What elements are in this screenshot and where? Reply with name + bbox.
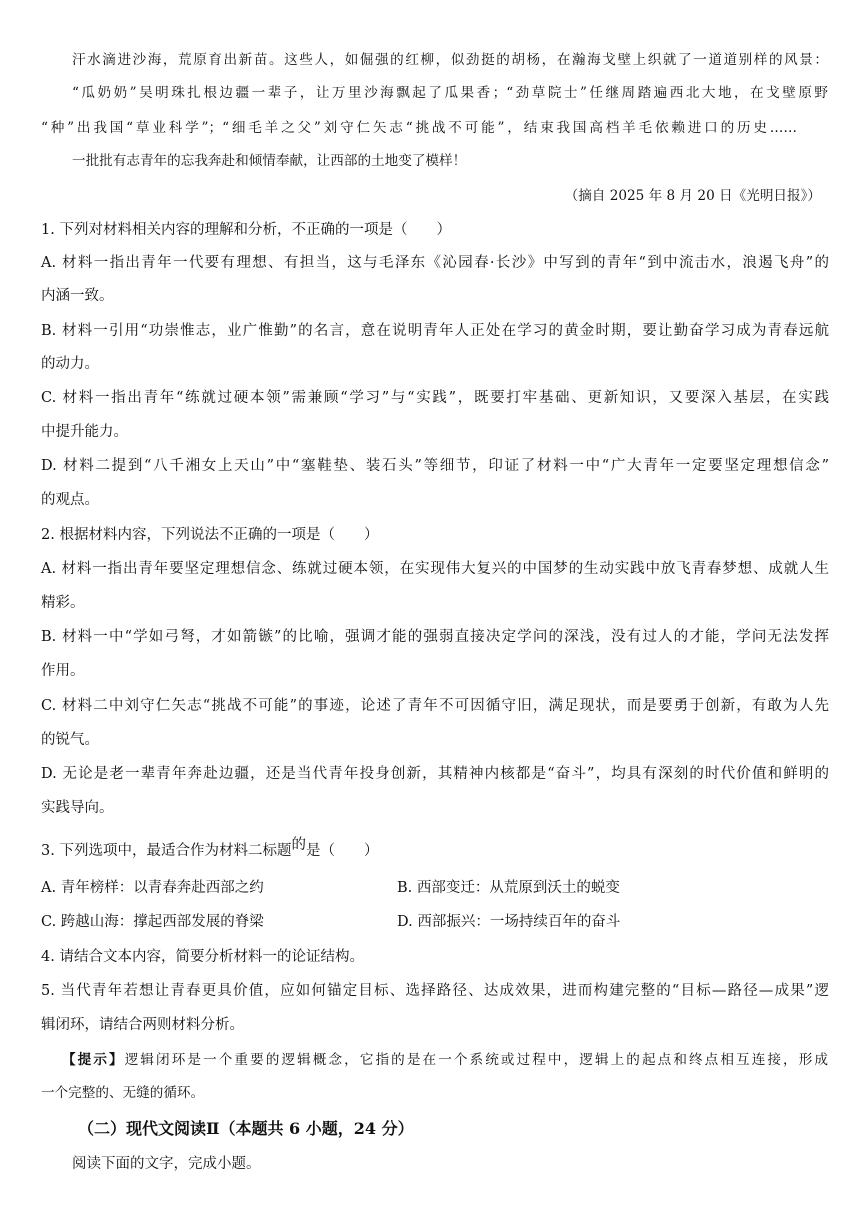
question-3-stem-part: 是（ ）	[305, 843, 379, 859]
question-3-stem-raised: 的	[291, 837, 306, 853]
question-2-stem: 2. 根据材料内容，下列说法不正确的一项是（ ）	[41, 527, 379, 543]
hint-line-cont: 一个完整的、无缝的循环。	[41, 1085, 205, 1101]
question-3-option-a: A. 青年榜样：以青春奔赴西部之约	[41, 880, 264, 896]
passage-line: 汗水滴进沙海，荒原育出新苗。这些人，如倔强的红柳，似劲挺的胡杨，在瀚海戈壁上织就了一道道别样的风景：	[72, 52, 828, 68]
hint-text: 逻辑闭环是一个重要的逻辑概念，它指的是在一个系统或过程中，逻辑上的起点和终点相互连接，形成	[124, 1052, 828, 1068]
question-2-option-b: B. 材料一中“学如弓弩，才如箭镞”的比喻，强调才能的强弱直接决定学问的深浅，没有过人的才能，学问无法发挥	[41, 629, 829, 645]
question-3-option-c: C. 跨越山海：撑起西部发展的脊梁	[41, 914, 264, 930]
question-2-option-b-cont: 作用。	[41, 663, 85, 679]
question-2-option-d: D. 无论是老一辈青年奔赴边疆，还是当代青年投身创新，其精神内核都是“奋斗”，均具有深刻的时代价值和鲜明的	[41, 766, 829, 782]
question-1-option-c: C. 材料一指出青年“练就过硬本领”需兼顾“学习”与“实践”，既要打牢基础、更新知识，又要深入基层，在实践	[41, 390, 829, 406]
section-heading: （二）现代文阅读Ⅱ（本题共 6 小题，24 分）	[78, 1119, 414, 1138]
question-1-option-d: D. 材料二提到“八千湘女上天山”中“塞鞋垫、装石头”等细节，印证了材料一中“广大青年一定要坚定理想信念”	[41, 458, 829, 474]
source-citation: （摘自 2025 年 8 月 20 日《光明日报》）	[564, 188, 821, 204]
hint-line	[62, 1049, 828, 1071]
question-3-option-d: D. 西部振兴：一场持续百年的奋斗	[397, 914, 621, 930]
question-1-stem: 1. 下列对材料相关内容的理解和分析，不正确的一项是（ ）	[41, 222, 451, 238]
passage-line: “瓜奶奶”吴明珠扎根边疆一辈子，让万里沙海飘起了瓜果香；“劲草院士”任继周踏遍西北大地，在戈壁原野	[72, 85, 828, 101]
question-1-option-b-cont: 的动力。	[41, 356, 99, 372]
question-3-stem	[41, 837, 379, 862]
section-instruction: 阅读下面的文字，完成小题。	[72, 1156, 261, 1172]
question-2-option-c: C. 材料二中刘守仁矢志“挑战不可能”的事迹，论述了青年不可因循守旧，满足现状，而是要勇于创新，有敢为人先	[41, 698, 829, 714]
question-4-stem: 4. 请结合文本内容，简要分析材料一的论证结构。	[41, 949, 364, 965]
question-2-option-a-cont: 精彩。	[41, 595, 85, 611]
question-1-option-a-cont: 内涵一致。	[41, 288, 114, 304]
hint-label: 【提示】	[62, 1052, 125, 1068]
question-1-option-a: A. 材料一指出青年一代要有理想、有担当，这与毛泽东《沁园春·长沙》中写到的青年“到中流击水，浪遏飞舟”的	[41, 255, 829, 271]
question-3-option-b: B. 西部变迁：从荒原到沃土的蜕变	[397, 880, 620, 896]
question-2-option-a: A. 材料一指出青年要坚定理想信念、练就过硬本领，在实现伟大复兴的中国梦的生动实践中放飞青春梦想、成就人生	[41, 561, 829, 577]
question-1-option-b: B. 材料一引用“功崇惟志，业广惟勤”的名言，意在说明青年人正处在学习的黄金时期，要让勤奋学习成为青春远航	[41, 323, 829, 339]
question-3-stem-part: 3. 下列选项中，最适合作为材料二标题	[41, 843, 292, 859]
passage-line: 一批批有志青年的忘我奔赴和倾情奉献，让西部的土地变了模样！	[72, 153, 467, 169]
question-2-option-c-cont: 的锐气。	[41, 732, 99, 748]
question-5-stem: 5. 当代青年若想让青春更具价值，应如何锚定目标、选择路径、达成效果，进而构建完整的“目标—路径—成果”逻	[41, 983, 829, 999]
passage-line: “种”出我国“草业科学”；“细毛羊之父”刘守仁矢志“挑战不可能”，结束我国高档羊毛依赖进口的历史……	[41, 120, 797, 136]
question-5-stem-cont: 辑闭环，请结合两则材料分析。	[41, 1017, 244, 1033]
question-2-option-d-cont: 实践导向。	[41, 800, 114, 816]
question-1-option-d-cont: 的观点。	[41, 492, 99, 508]
question-1-option-c-cont: 中提升能力。	[41, 424, 128, 440]
